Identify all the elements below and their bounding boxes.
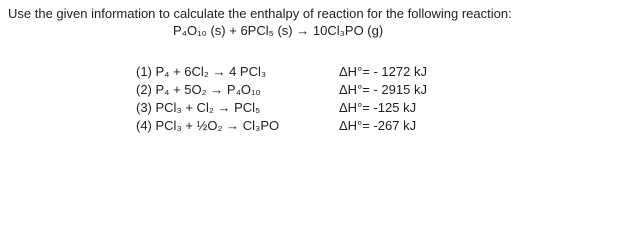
reaction-1-enthalpy: ΔH°= - 1272 kJ	[339, 64, 427, 79]
reaction-4-enthalpy: ΔH°= -267 kJ	[339, 118, 417, 133]
reaction-3-enthalpy: ΔH°= -125 kJ	[339, 100, 417, 115]
instruction-text: Use the given information to calculate the enthalpy of reaction for the following reaction:	[8, 6, 512, 21]
target-reaction: P₄O₁₀ (s) + 6PCl₅ (s) → 10Cl₃PO (g)	[173, 23, 384, 38]
reaction-2-enthalpy: ΔH°= - 2915 kJ	[339, 82, 427, 97]
reaction-2-equation: (2) P₄ + 5O₂ → P₄O₁₀	[136, 82, 261, 97]
reaction-3-equation: (3) PCl₃ + Cl₂ → PCl₅	[136, 100, 261, 115]
reaction-4-equation: (4) PCl₃ + ½O₂ → Cl₃PO	[136, 118, 280, 133]
reaction-1-equation: (1) P₄ + 6Cl₂ → 4 PCl₃	[136, 64, 267, 79]
